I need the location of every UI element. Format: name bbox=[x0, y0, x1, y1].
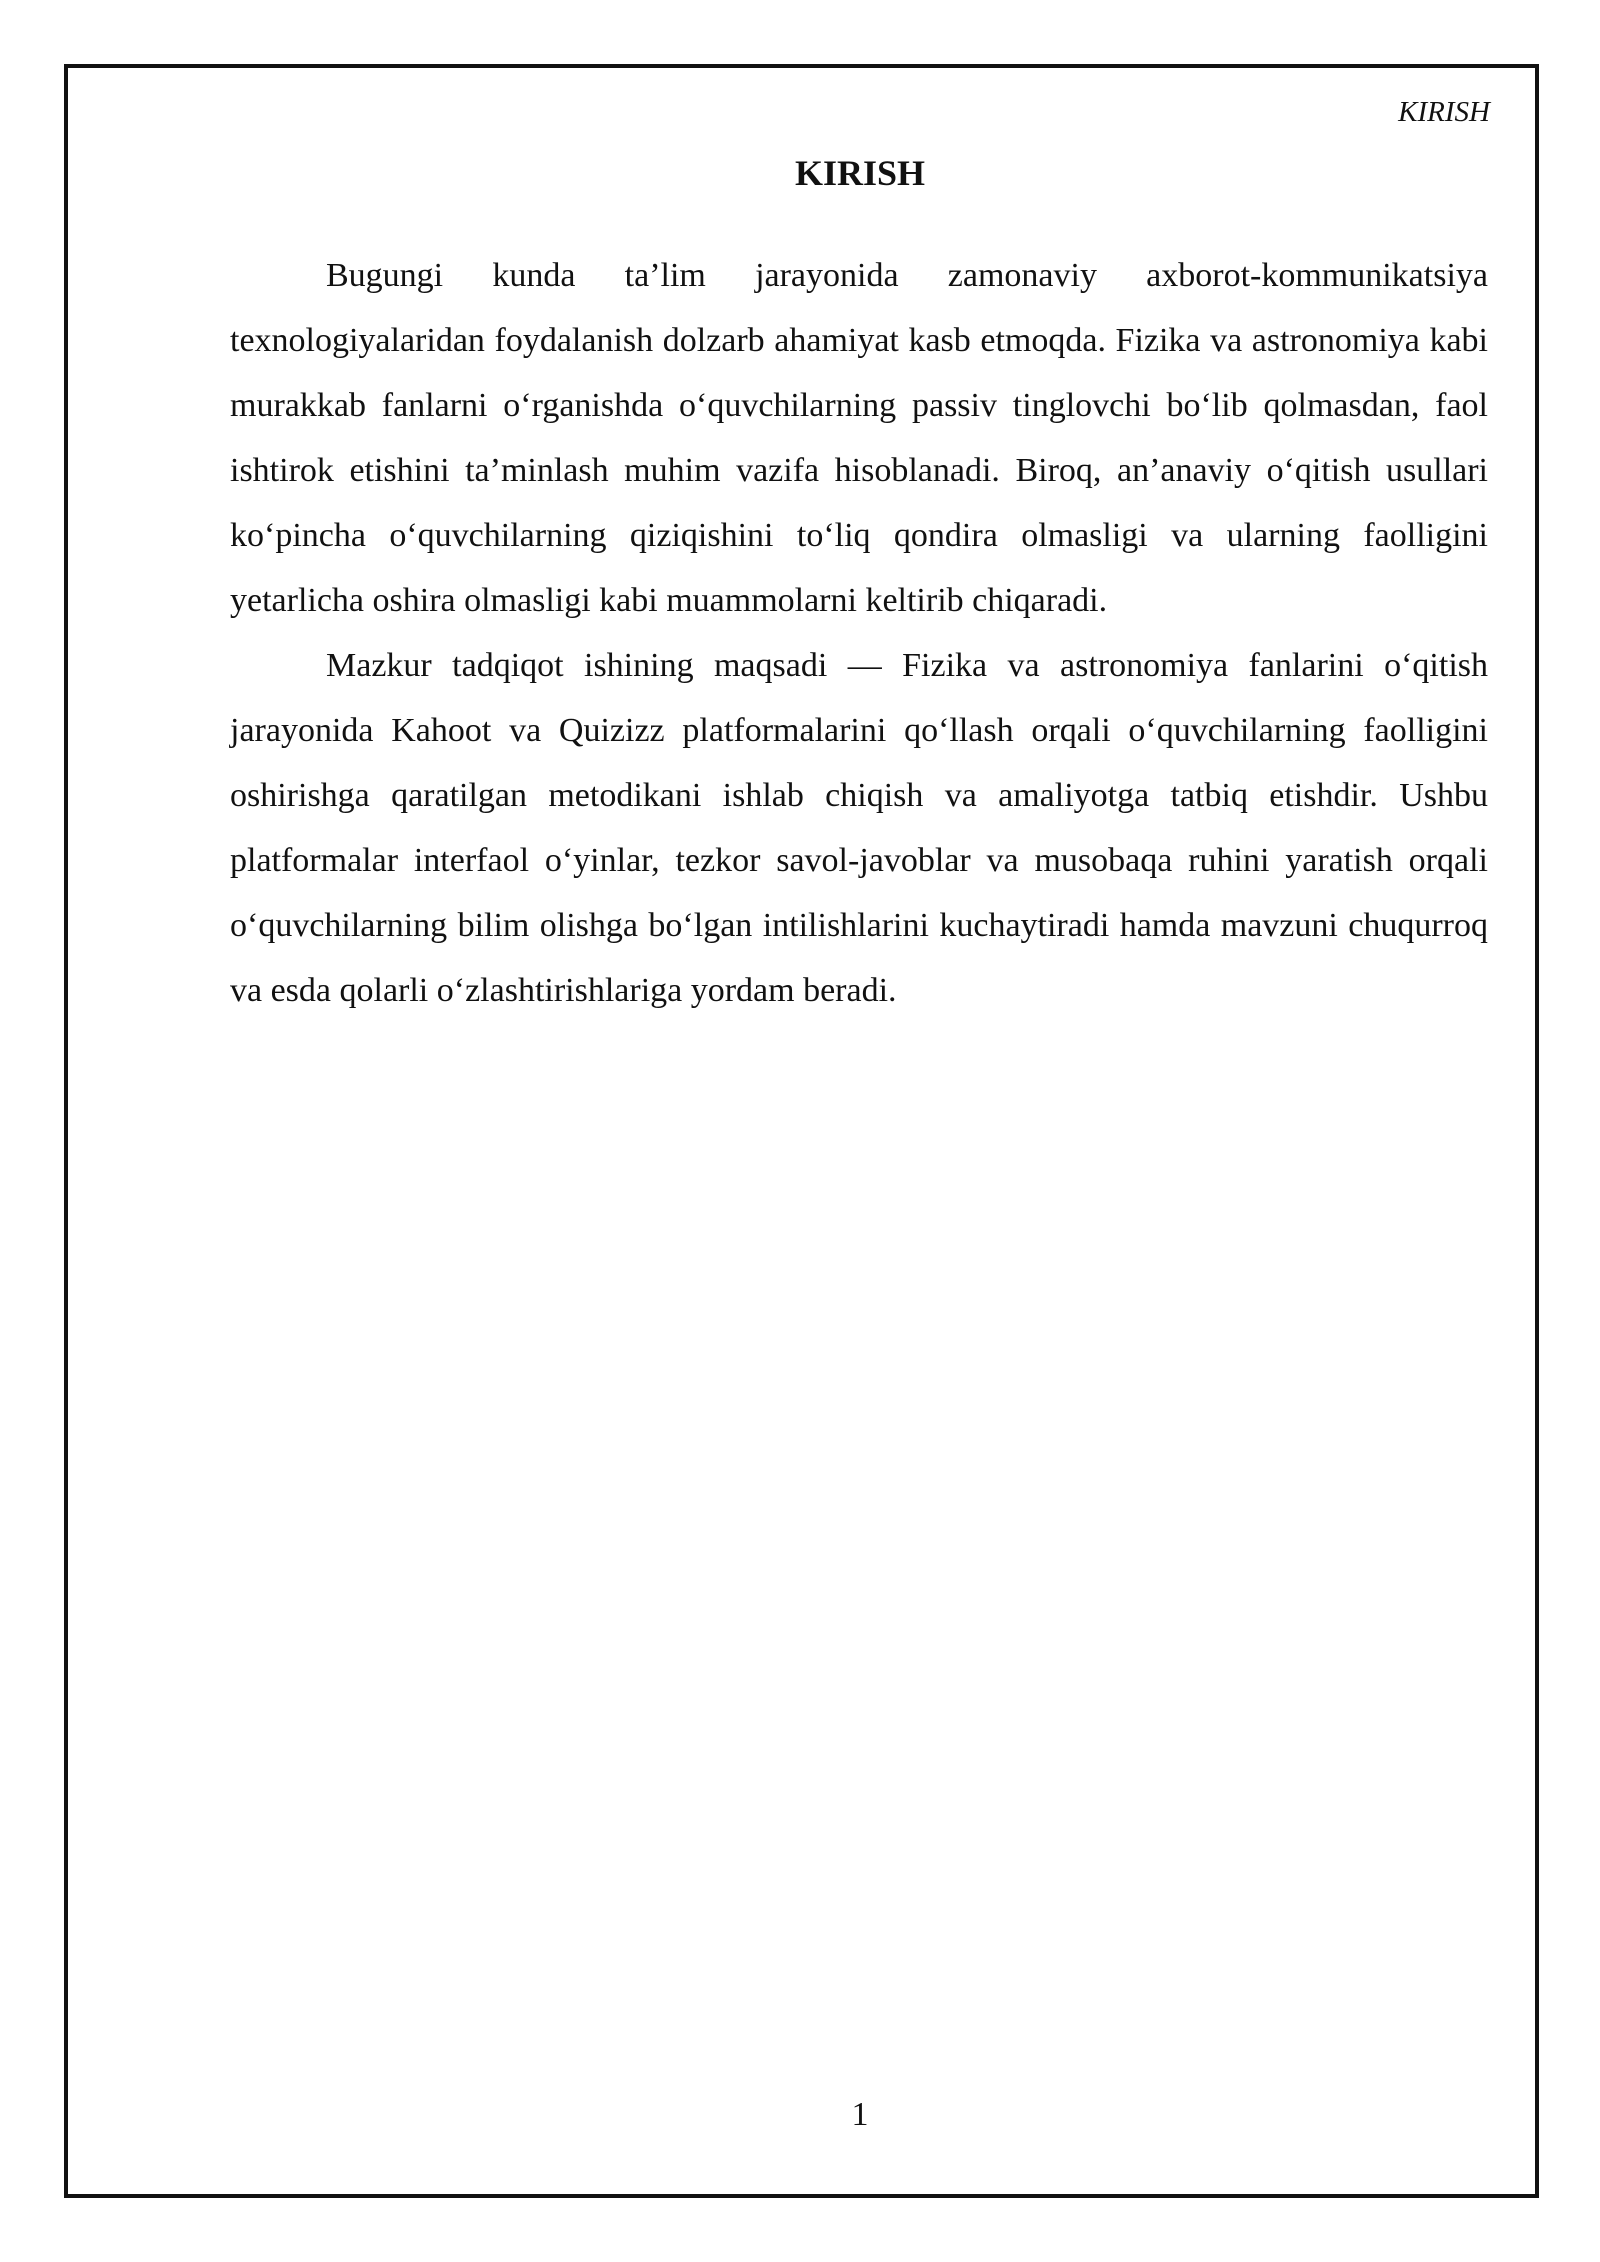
page-number: 1 bbox=[851, 2096, 869, 2133]
chapter-title: KIRISH bbox=[794, 153, 926, 193]
body-text bbox=[230, 243, 1488, 1023]
paragraph-2: Mazkur tadqiqot ishining maqsadi — Fizika va astronomiya fanlarini o‘qitish jarayonida Kahoot va Quizizz platformalarini qo‘llash orqali o‘quvchilarning faolligini oshirishga qaratilgan metodikani ishlab chiqish va amaliyotga tatbiq etishdir. Ushbu platformalar interfaol o‘yinlar, tezkor savol-javoblar va musobaqa ruhini yaratish orqali o‘quvchilarning bilim olishga bo‘lgan intilishlarini kuchaytiradi hamda mavzuni chuqurroq va esda qolarli o‘zlashtirishlariga yordam beradi. bbox=[230, 647, 1488, 1009]
paragraph-1: Bugungi kunda ta’lim jarayonida zamonaviy axborot-kommunikatsiya texnologiyalaridan foydalanish dolzarb ahamiyat kasb etmoqda. Fizika va astronomiya kabi murakkab fanlarni o‘rganishda o‘quvchilarning passiv tinglovchi bo‘lib qolmasdan, faol ishtirok etishini ta’minlash muhim vazifa hisoblanadi. Biroq, an’anaviy o‘qitish usullari ko‘pincha o‘quvchilarning qiziqishini to‘liq qondira olmasligi va ularning faolligini yetarlicha oshira olmasligi kabi muammolarni keltirib chiqaradi. bbox=[230, 257, 1488, 619]
running-header: KIRISH bbox=[1398, 96, 1490, 128]
